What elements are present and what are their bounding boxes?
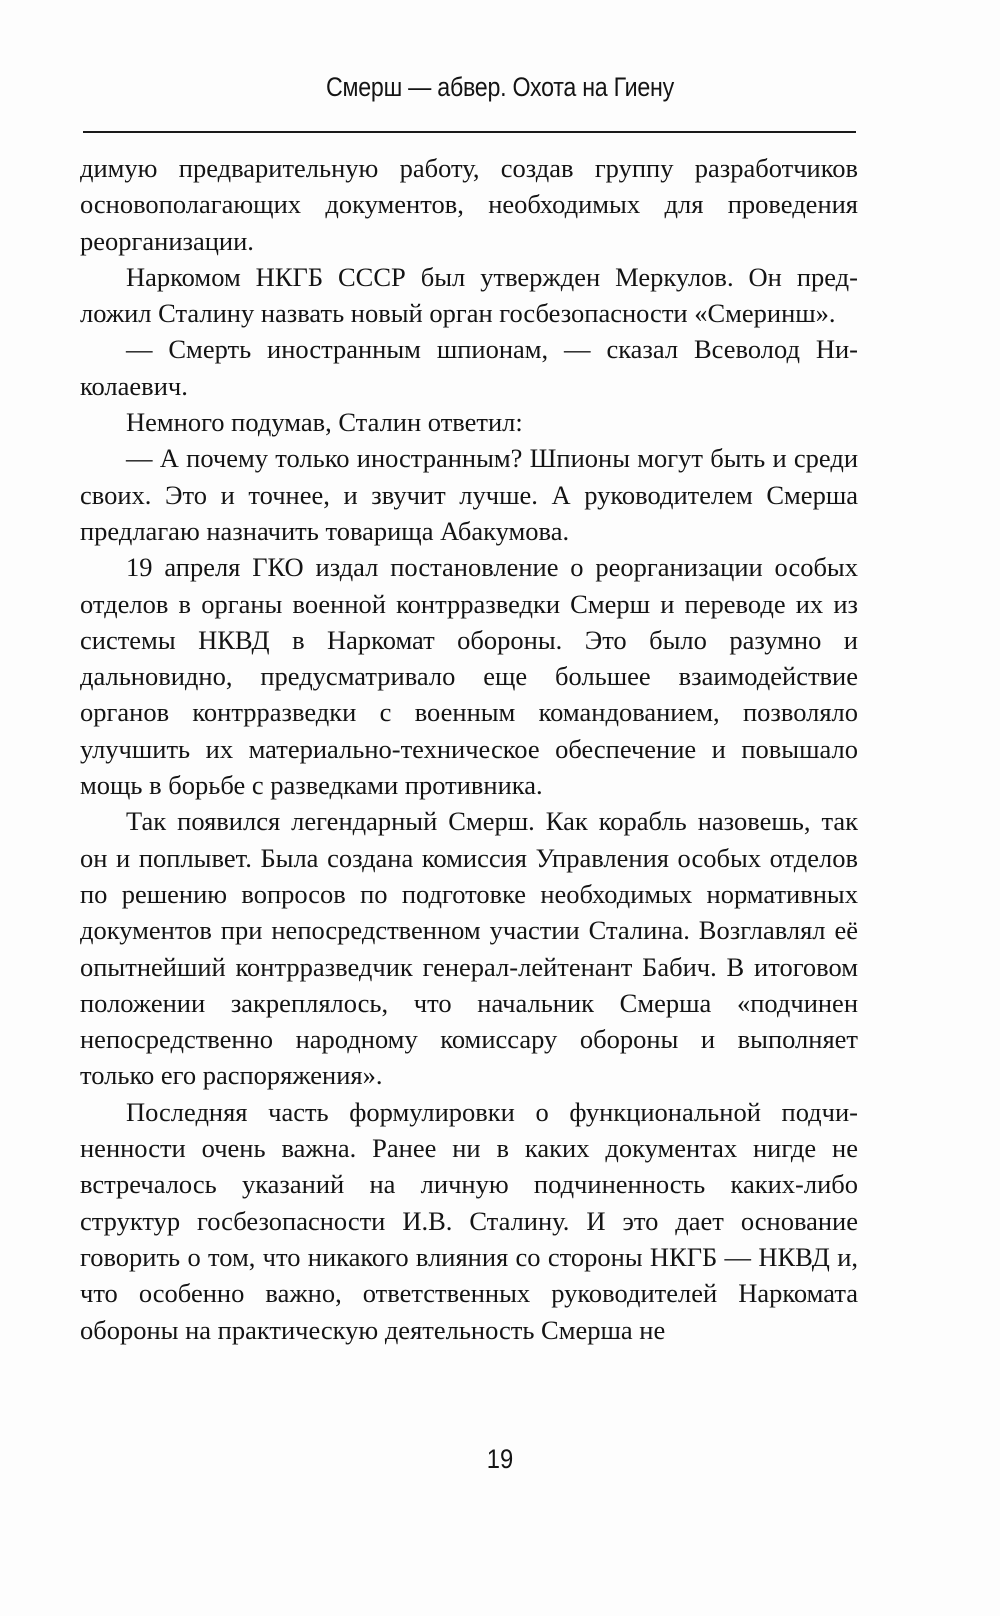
paragraph-5: — А почему только иностранным? Шпионы могут быть и среди своих. Это и точнее, и звучит лучше. А руководителем Смерша предлагаю назначить товарища Абакумова. — [80, 443, 858, 546]
paragraph-7: Так появился легендарный Смерш. Как корабль назовешь, так он и поплывет. Была создана комиссия Управления особых отделов по решению вопросов по подготовке необходимых нормативных документов при непосредственном участии Сталина. Возглавлял её опытнейший контрразведчик генерал-лейтенант Бабич. В итоговом положении закреплялось, что начальник Смерша «подчинен непосредственно народному комиссару обороны и выполняет только его распоряжения». — [80, 806, 858, 1091]
paragraph-6: 19 апреля ГКО издал постановление о реорганизации особых отделов в органы военной контрразведки Смерш и переводе их из системы НКВД в Наркомат обороны. Это было разумно и дальновидно, предусматривало еще большее взаимодействие органов контрразведки с военным командованием, позволяло улучшить их материально-техническое обеспечение и повышало мощь в борьбе с разведками противника. — [80, 552, 858, 801]
paragraph-1: димую предварительную работу, создав группу разработчиков основополагающих документов, необходимых для проведения реорганизации. — [80, 153, 858, 256]
paragraph-3: — Смерть иностранным шпионам, — сказал Всеволод Николаевич. — [80, 334, 858, 401]
page-number: 19 — [486, 1444, 514, 1474]
paragraph-8: Последняя часть формулировки о функциональной подчиненности очень важна. Ранее ни в каких документах нигде не встречалось указаний на личную подчиненность каких-либо структур госбезопасности И.В. Сталину. И это дает основание говорить о том, что никакого влияния со стороны НКГБ — НКВД и, что особенно важно, ответственных руководителей Наркомата обороны на практическую деятельность Смерша не — [80, 1096, 858, 1345]
paragraph-2: Наркомом НКГБ СССР был утвержден Меркулов. Он предложил Сталину назвать новый орган госбезопасности «Смеринш». — [80, 261, 858, 329]
running-head-title: Смерш — абвер. Охота на Гиену — [326, 72, 674, 102]
paragraph-4: Немного подумав, Сталин ответил: — [126, 407, 523, 438]
header-rule — [83, 131, 856, 133]
body-text — [80, 150, 858, 1348]
